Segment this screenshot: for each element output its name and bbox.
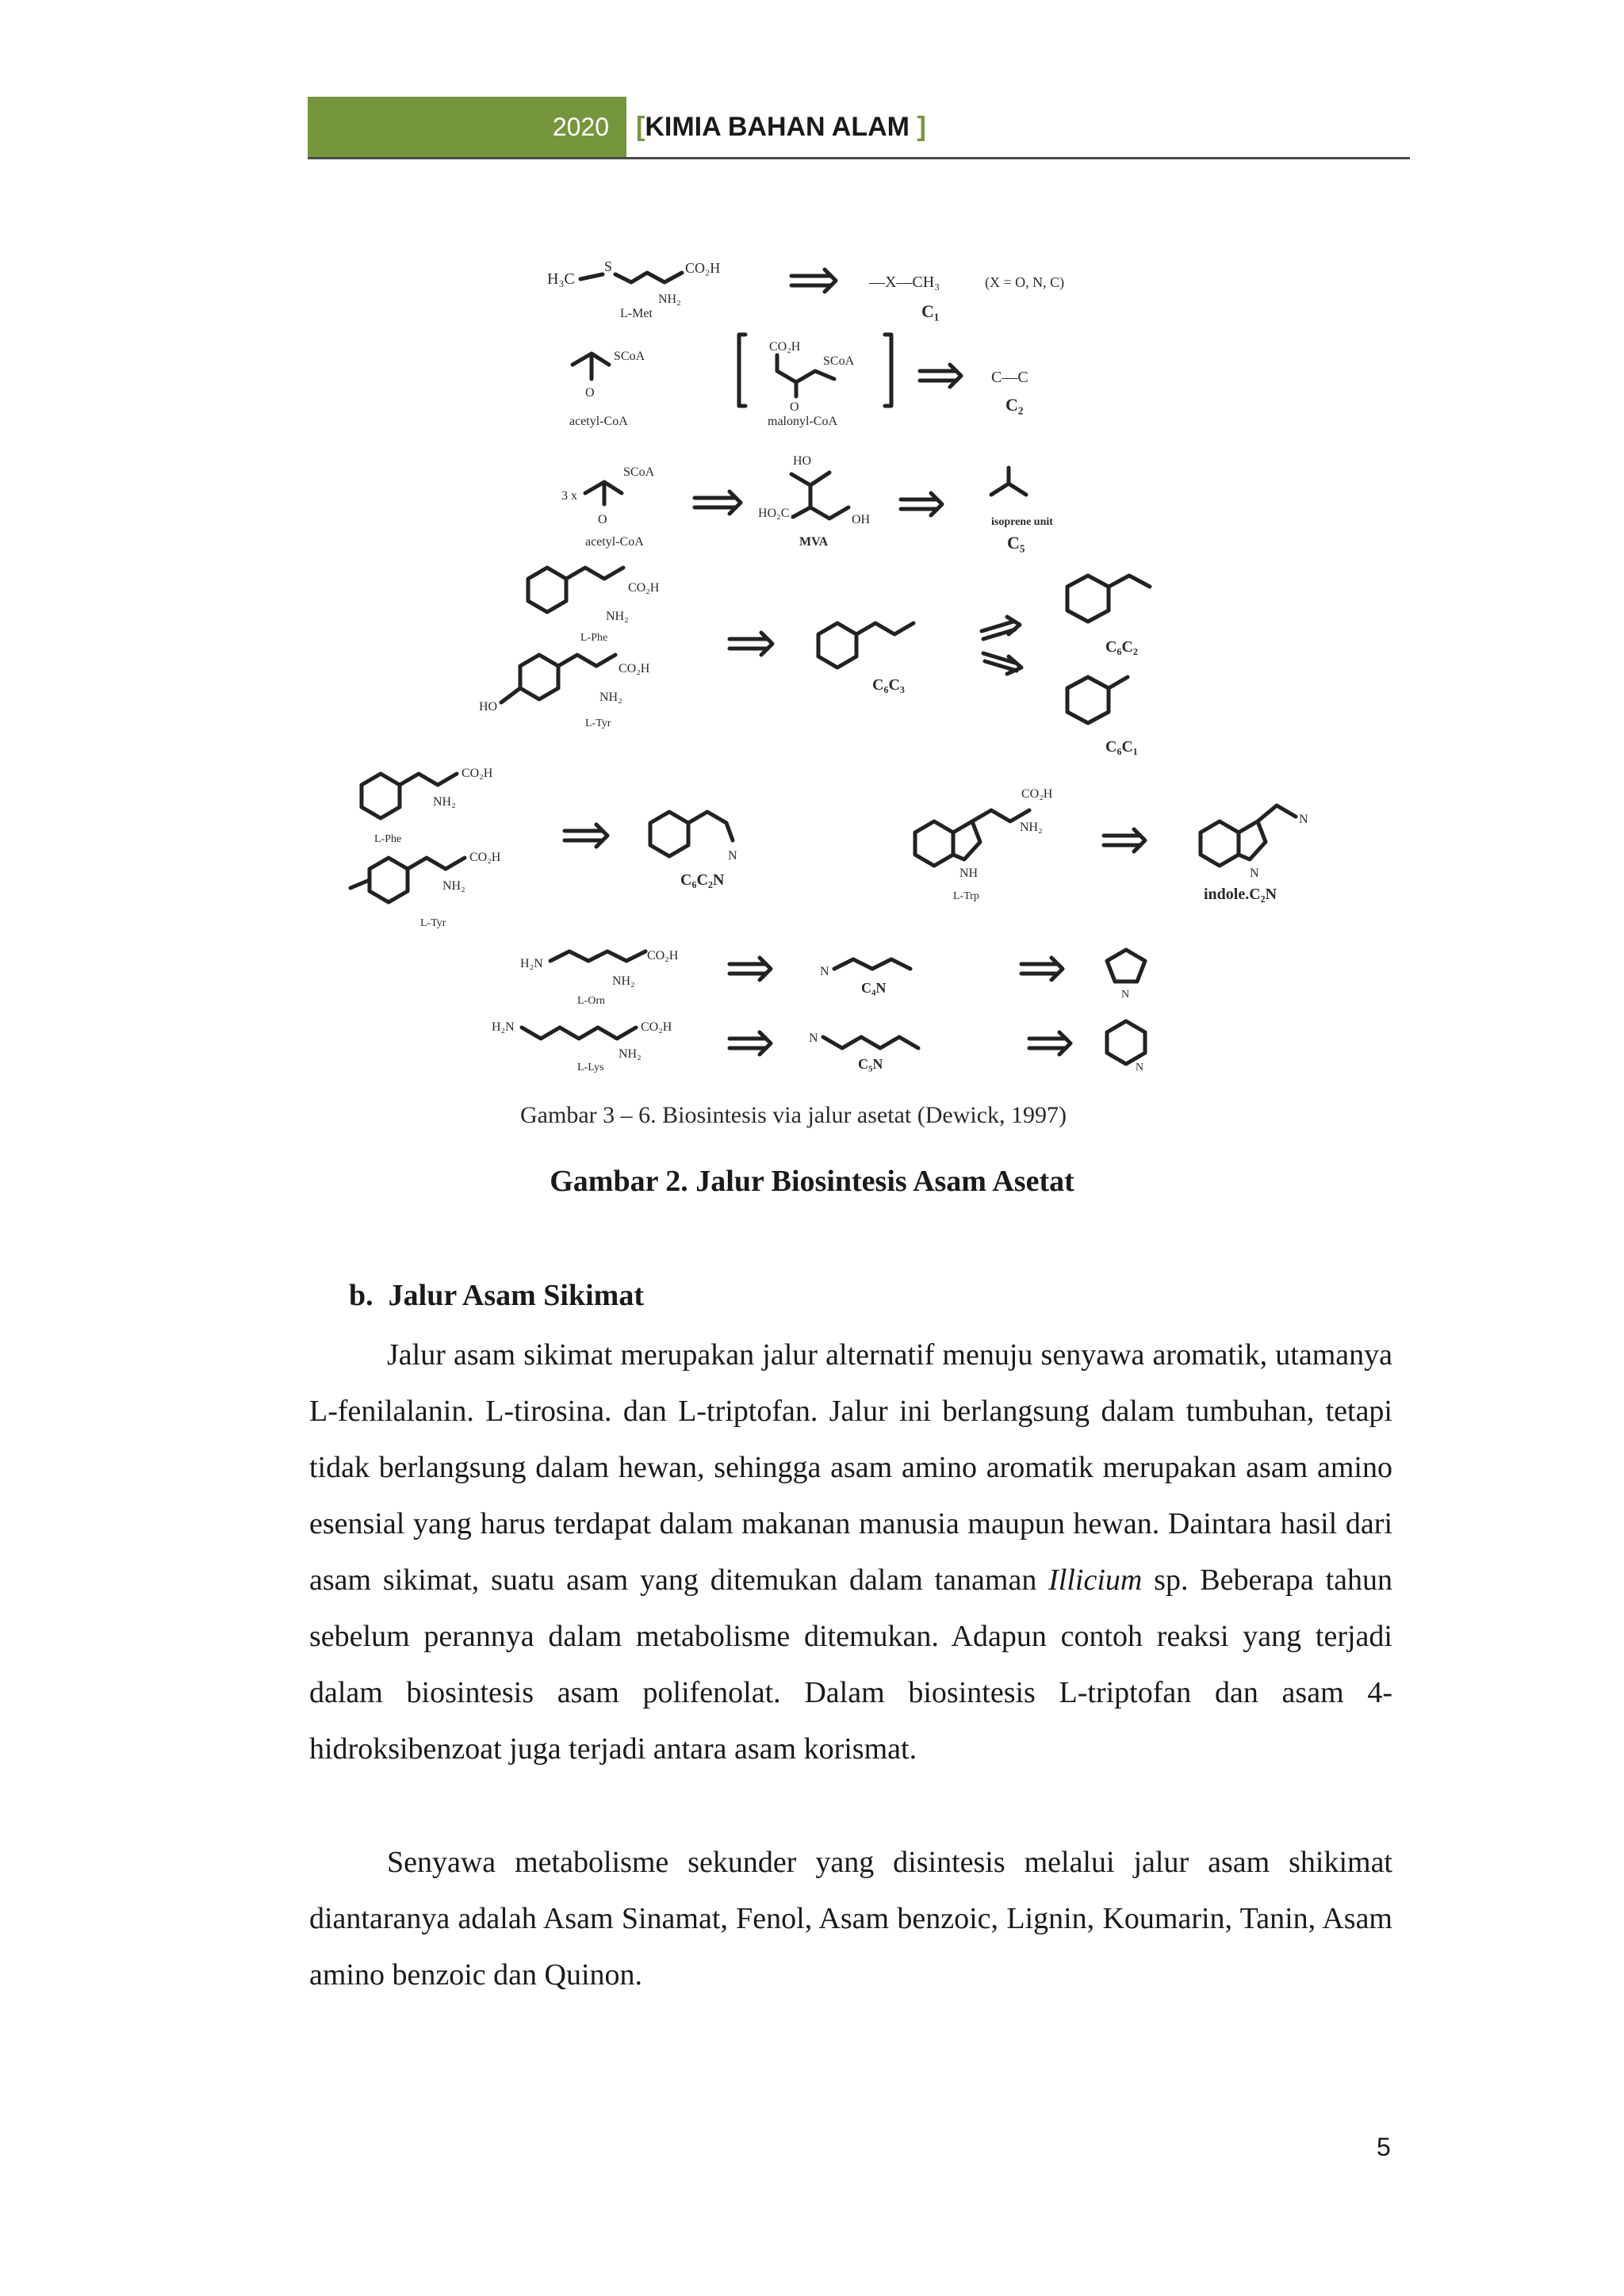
phe2-chain [400,774,457,785]
orn-amine: NH₂ [612,974,635,988]
c6c3-ring [818,623,856,668]
lys-amine: NH₂ [619,1047,642,1061]
met-amine: NH₂ [658,293,681,306]
c4n-n: N [820,965,829,978]
phe-chain [566,568,623,579]
double-arrow-7 [1104,829,1145,851]
biosynthesis-scheme [333,238,1364,1142]
met-s: S [604,258,613,274]
pyrrolidine-ring [1107,950,1145,982]
met-h3c: H₃C [547,270,575,288]
indole-ring-n: N [1250,867,1259,880]
phe2-name: L-Phe [374,833,402,845]
trp-structure [915,810,1029,866]
c6c1-label: C₆C₁ [1105,738,1138,756]
section-heading: b. Jalur Asam Sikimat [349,1279,644,1312]
c4n-label: C₄N [861,980,887,996]
double-arrow-2 [920,365,961,387]
double-arrow-8 [730,958,771,980]
c6c2n-label: C₆C₂N [680,871,725,889]
paragraph-1-italic: Illicium [1048,1563,1143,1597]
double-arrow-10 [730,1032,771,1054]
c6c1-chain [1109,677,1128,688]
c6c2-ring [1067,576,1109,622]
c6c2n-chain [688,812,733,840]
header-close-bracket: ] [917,112,926,142]
lys-h2n: H₂N [492,1020,515,1034]
double-arrow-9 [1021,958,1063,980]
double-arrow-4 [901,493,942,515]
met-acid: CO₂H [685,260,721,276]
c6c2-label: C₆C₂ [1105,638,1138,656]
indole-structure [1201,806,1296,866]
header-title [636,97,926,157]
mva-oh: OH [852,513,871,526]
paragraph-1-part-b: sp. Beberapa tahun sebelum perannya dalam metabolisme ditemukan. Adapun contoh reaksi yang terjadi dalam biosintesis asam polifenolat. Dalam biosintesis L-triptofan dan asam 4-hidroksibenzoat juga terjadi antara asam korismat. [309,1563,1392,1766]
acetyl-coa-sco: SCoA [614,350,645,363]
indole-n: N [1299,813,1308,826]
phe2-amine: NH₂ [433,795,456,809]
lys-chain [522,1027,636,1039]
c5n-n: N [809,1031,818,1045]
c6c3-label: C₆C₃ [872,676,905,694]
orn-name: L-Orn [577,995,605,1007]
page-header [308,97,1410,159]
c6c2-chain [1109,576,1150,587]
trp-acid: CO₂H [1021,787,1053,801]
header-title-text: KIMIA BAHAN ALAM [645,112,910,142]
double-arrow-1 [791,270,836,292]
c5n-chain [823,1037,918,1048]
double-arrow-11 [1029,1032,1071,1054]
c6c2n-n: N [728,849,737,863]
mva-ho: HO [793,454,812,468]
figure-inner-caption: Gambar 3 – 6. Biosintesis via jalur asetat (Dewick, 1997) [520,1102,1067,1128]
acetyl3-skeleton [585,482,622,504]
phe2-acid: CO₂H [462,767,493,780]
tyr2-name: L-Tyr [420,917,446,929]
acetyl-coa-skeleton [573,354,609,379]
tyr2-ring [370,858,408,902]
pyrrolidine-n: N [1121,989,1130,1001]
phe-name: L-Phe [580,632,608,644]
tyr2-amine: NH₂ [442,879,465,893]
malonyl-sco: SCoA [823,354,855,368]
indole-label: indole.C₂N [1204,886,1277,903]
paragraph-2: Senyawa metabolisme sekunder yang disintesis melalui jalur asam shikimat diantaranya adalah Asam Sinamat, Fenol, Asam benzoic, Lignin, Koumarin, Tanin, Asam amino benzoic dan Quinon. [309,1846,1392,1992]
tyr-amine: NH₂ [599,691,622,704]
header-year: 2020 [308,97,626,157]
c5-label: C₅ [1007,533,1025,553]
double-arrow-5 [730,633,772,655]
mva-ho2c: HO₂C [758,507,790,520]
tyr-ho: HO [479,700,498,714]
acetyl-coa-name: acetyl-CoA [569,415,628,428]
acetyl3-sco: SCoA [623,465,655,479]
tyr-name: L-Tyr [585,718,611,729]
met-chain [580,273,682,282]
tyr-acid: CO₂H [619,662,650,675]
double-arrow-6 [565,825,607,847]
acetyl3-name: acetyl-CoA [585,535,644,549]
acetyl-coa-o: O [585,386,595,400]
trp-nh: NH [959,867,979,880]
trp-amine: NH₂ [1020,821,1043,834]
phe-ring [528,568,566,612]
isoprene-skeleton [991,468,1026,495]
split-arrow-up [982,617,1020,639]
c2-label: C₂ [1005,395,1024,415]
piperidine-n: N [1136,1062,1144,1073]
met-product: —X—CH₃ [869,274,940,291]
mva-mult: 3 x [561,489,577,503]
split-arrow-down [983,653,1021,674]
isoprene-label: isoprene unit [991,516,1053,528]
c4n-chain [834,959,910,969]
orn-h2n: H₂N [520,957,543,970]
met-name: L-Met [620,307,653,320]
c2-product: C—C [991,369,1028,386]
met-product-label: C₁ [921,301,940,321]
c5n-label: C₅N [858,1056,883,1072]
malonyl-name: malonyl-CoA [768,415,837,428]
orn-acid: CO₂H [647,949,679,962]
piperidine-ring [1107,1021,1145,1064]
trp-name: L-Trp [953,890,979,902]
mva-name: MVA [799,535,829,549]
phe2-ring [362,774,400,818]
double-arrow-3 [695,492,741,514]
page-number: 5 [1377,2133,1391,2161]
mva-skeleton [791,473,848,519]
header-open-bracket: [ [636,112,645,142]
tyr2-acid: CO₂H [469,851,501,864]
malonyl-acid: CO₂H [769,340,801,354]
paragraph-1-part-a: Jalur asam sikimat merupakan jalur alternatif menuju senyawa aromatik, utamanya L-fenilalanin. L-tirosina. dan L-triptofan. Jalur ini berlangsung dalam tumbuhan, tetapi tidak berlangsung dalam hewan, sehingga asam amino aromatik merupakan asam amino esensial yang harus terdapat dalam makanan manusia maupun hewan. Daintara hasil dari asam sikimat, suatu asam yang ditemukan dalam tanaman [309,1338,1392,1597]
figure-caption: Gambar 2. Jalur Biosintesis Asam Asetat [550,1165,1074,1198]
biosynthesis-figure [333,238,1364,1142]
acetyl3-o: O [598,513,607,526]
orn-chain [550,951,645,961]
lys-acid: CO₂H [641,1020,672,1034]
c6c2n-ring [650,812,688,856]
c6c1-ring [1067,677,1109,723]
phe-acid: CO₂H [628,581,660,595]
tyr-ring [520,655,558,699]
malonyl-o: O [790,400,799,414]
paragraph-1 [309,1327,1392,1777]
met-note: (X = O, N, C) [985,274,1065,290]
c6c3-chain [856,623,914,634]
lys-name: L-Lys [577,1062,604,1073]
phe-amine: NH₂ [606,610,629,623]
